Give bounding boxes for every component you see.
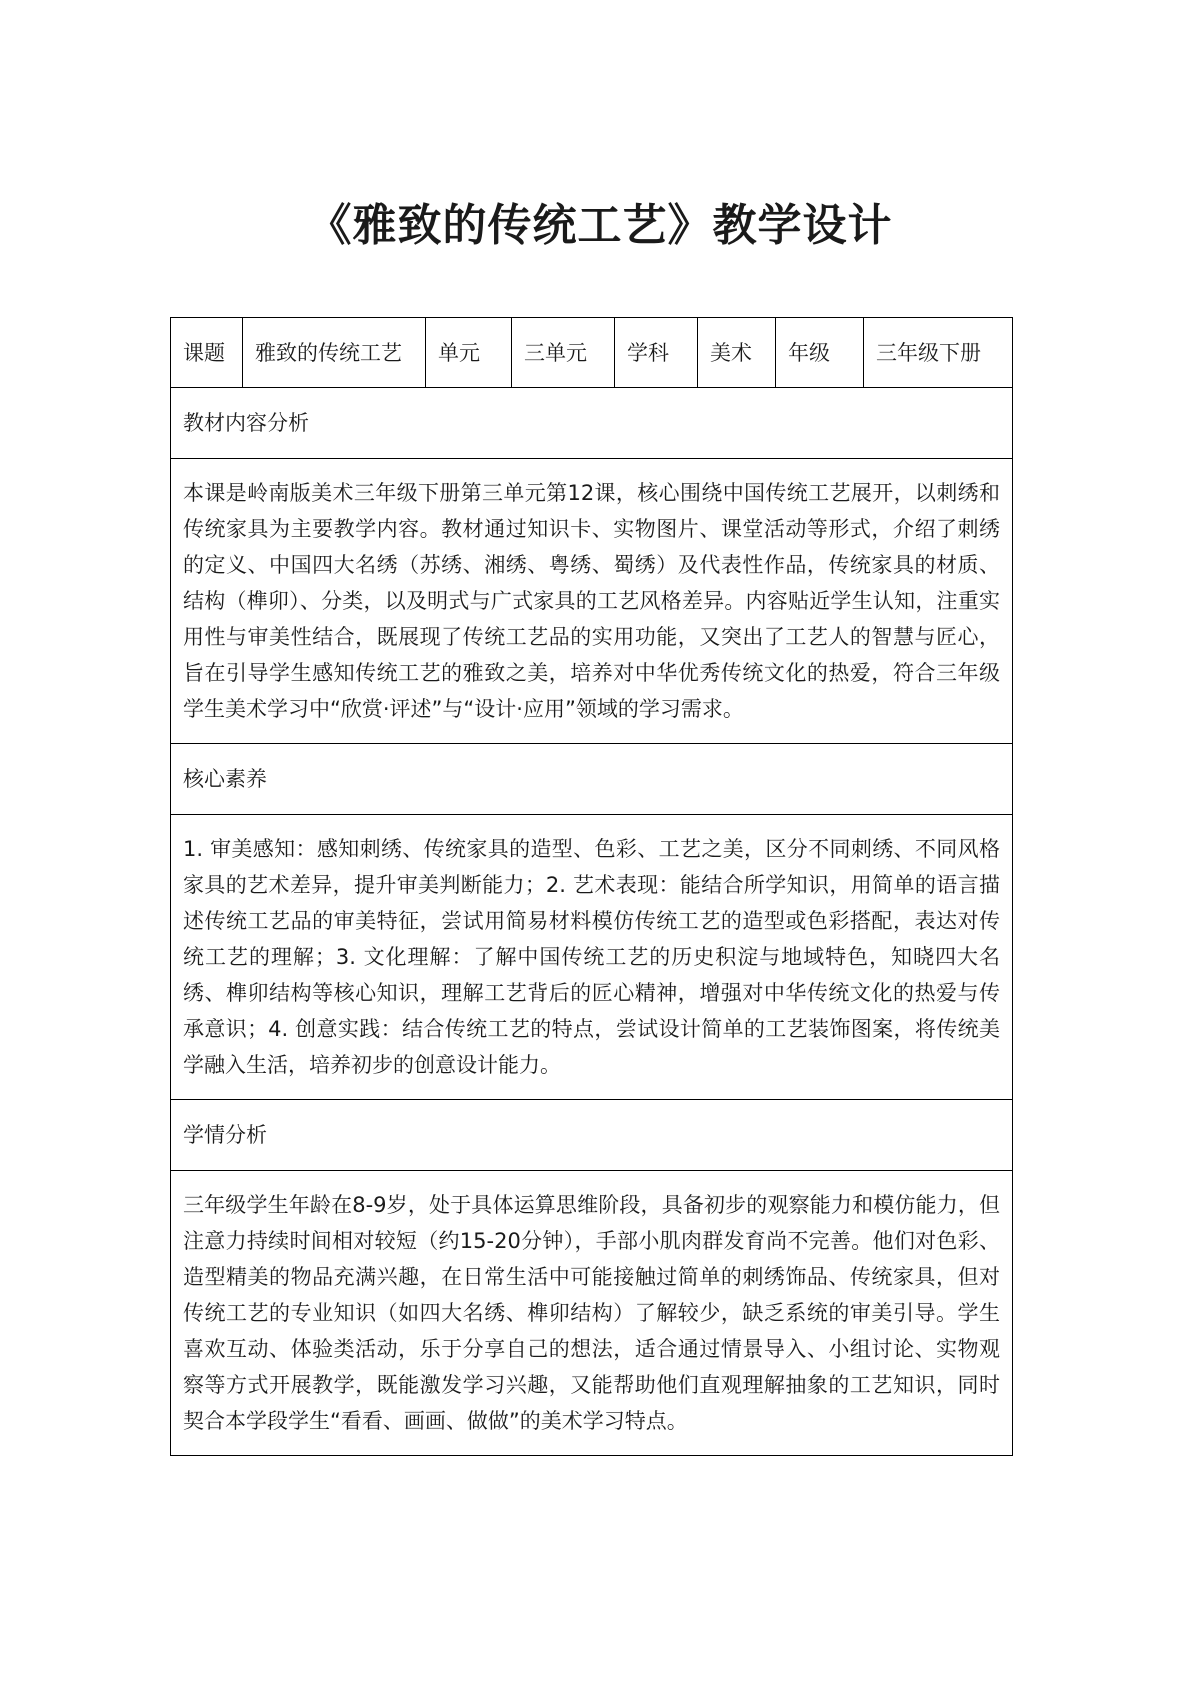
label-grade: 年级 (776, 318, 864, 388)
section-body-student-analysis: 三年级学生年龄在8-9岁，处于具体运算思维阶段，具备初步的观察能力和模仿能力，但注意力持续时间相对较短（约15-20分钟），手部小肌肉群发育尚不完善。他们对色彩、造型精美的物品充满兴趣，在日常生活中可能接触过简单的刺绣饰品、传统家具，但对传统工艺的专业知识（如四大名绣、榫卯结构）了解较少，缺乏系统的审美引导。学生喜欢互动、体验类活动，乐于分享自己的想法，适合通过情景导入、小组讨论、实物观察等方式开展教学，既能激发学习兴趣，又能帮助他们直观理解抽象的工艺知识，同时契合本学段学生“看看、画画、做做”的美术学习特点。 (183, 1193, 1000, 1433)
section-body-row (171, 815, 1013, 1100)
value-subject: 美术 (698, 318, 776, 388)
info-row (171, 318, 1013, 388)
section-body-core-literacy: 1. 审美感知：感知刺绣、传统家具的造型、色彩、工艺之美，区分不同刺绣、不同风格家具的艺术差异，提升审美判断能力；2. 艺术表现：能结合所学知识，用简单的语言描述传统工艺品的审美特征，尝试用简易材料模仿传统工艺的造型或色彩搭配，表达对传统工艺的理解；3. 文化理解：了解中国传统工艺的历史积淀与地域特色，知晓四大名绣、榫卯结构等核心知识，理解工艺背后的匠心精神，增强对中华传统文化的热爱与传承意识；4. 创意实践：结合传统工艺的特点，尝试设计简单的工艺装饰图案，将传统美学融入生活，培养初步的创意设计能力。 (183, 837, 1000, 1077)
value-topic: 雅致的传统工艺 (243, 318, 426, 388)
label-subject: 学科 (615, 318, 698, 388)
section-body-row (171, 459, 1013, 744)
section-heading-core-literacy: 核心素养 (171, 744, 1013, 815)
label-unit: 单元 (426, 318, 512, 388)
section-heading-row (171, 1100, 1013, 1171)
section-heading-row (171, 388, 1013, 459)
page-title: 《雅致的传统工艺》教学设计 (307, 200, 893, 251)
section-body-textbook-analysis: 本课是岭南版美术三年级下册第三单元第12课，核心围绕中国传统工艺展开，以刺绣和传统家具为主要教学内容。教材通过知识卡、实物图片、课堂活动等形式，介绍了刺绣的定义、中国四大名绣（苏绣、湘绣、粤绣、蜀绣）及代表性作品，传统家具的材质、结构（榫卯）、分类，以及明式与广式家具的工艺风格差异。内容贴近学生认知，注重实用性与审美性结合，既展现了传统工艺品的实用功能，又突出了工艺人的智慧与匠心，旨在引导学生感知传统工艺的雅致之美，培养对中华优秀传统文化的热爱，符合三年级学生美术学习中“欣赏·评述”与“设计·应用”领域的学习需求。 (183, 481, 1000, 721)
label-topic: 课题 (171, 318, 243, 388)
section-body-row (171, 1171, 1013, 1456)
section-heading-row (171, 744, 1013, 815)
section-heading-student-analysis: 学情分析 (171, 1100, 1013, 1171)
value-grade: 三年级下册 (864, 318, 1013, 388)
section-heading-textbook-analysis: 教材内容分析 (171, 388, 1013, 459)
lesson-plan-table (170, 317, 1013, 1456)
value-unit: 三单元 (512, 318, 615, 388)
